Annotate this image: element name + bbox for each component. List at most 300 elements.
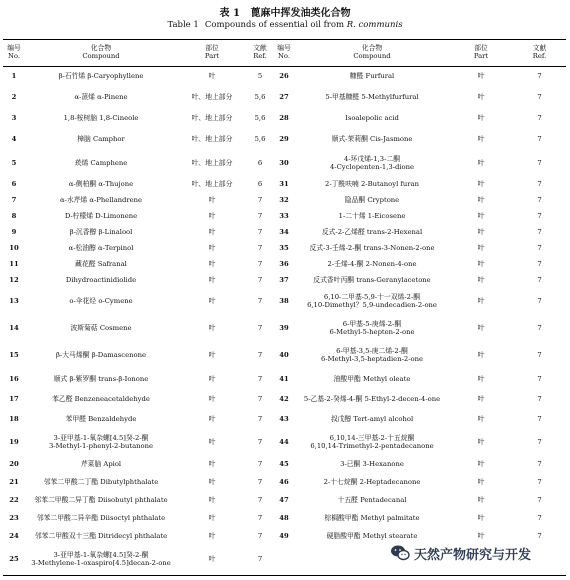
cell-ref [513, 273, 566, 289]
cell-part-text: 叶 [208, 259, 216, 268]
table-caption-en [0, 20, 570, 30]
cell-part [177, 67, 247, 88]
cell-compound-text: 3-Methylene-1-oxaspiro[4.5]decan-2-one [31, 559, 171, 568]
cell-compound-text: 糠醛 Furfural [349, 72, 395, 81]
cell-no-text: 19 [9, 437, 19, 446]
cell-part [449, 67, 513, 88]
cell-compound-text: 波斯菊萜 Cosmene [70, 324, 132, 333]
cell-ref [513, 343, 566, 370]
cell-no-text: 8 [11, 211, 17, 220]
cell-compound-text: α-水芹烯 α-Phellandrene [59, 195, 143, 204]
cell-part-text: 叶 [477, 135, 485, 144]
cell-compound-text: 硬脂酸甲酯 Methyl stearate [326, 531, 418, 540]
header-no: 编号 No. [7, 44, 21, 60]
cell-ref [247, 390, 273, 410]
cell-no [3, 225, 25, 241]
cell-no [3, 510, 25, 528]
cell-compound-text: 3-亚甲基-1-氧杂螺[4.5]癸-2-酮 [53, 551, 149, 560]
cell-no-text: 3 [11, 114, 17, 123]
cell-ref-text: 7 [537, 259, 542, 268]
cell-no [3, 88, 25, 109]
cell-no-text: 42 [279, 394, 289, 403]
cell-no-text: 2 [11, 93, 17, 102]
table-number-cn: 表 1 [219, 8, 240, 19]
cell-ref [247, 474, 273, 492]
cell-no [273, 316, 295, 343]
cell-compound [295, 209, 449, 225]
cell-compound-text: 6,10-二甲基-5,9-十一双烯-2-酮 [323, 293, 421, 302]
cell-compound [25, 109, 177, 130]
cell-compound-text: β-大马烯酮 β-Damascenone [56, 351, 146, 360]
cell-part [449, 430, 513, 456]
cell-ref-text: 7 [537, 135, 542, 144]
cell-part [449, 193, 513, 209]
cell-no-text: 18 [9, 414, 19, 423]
cell-ref-text: 7 [257, 195, 263, 204]
cell-ref [513, 390, 566, 410]
cell-part [177, 430, 247, 456]
header-ref: 文献 Ref. [253, 44, 267, 60]
cell-ref-text: 5,6 [254, 135, 266, 144]
cell-part-text: 叶 [208, 374, 216, 383]
header-part: 部位 Part [473, 44, 489, 60]
cell-part-text: 叶 [208, 72, 216, 81]
cell-compound [25, 273, 177, 289]
cell-compound-text: 叔戊醇 Tert-amyl alcohol [330, 414, 414, 423]
cell-ref-text: 7 [257, 324, 263, 333]
cell-no-text: 48 [279, 513, 289, 522]
cell-part-text: 叶 [477, 259, 485, 268]
cell-ref-text: 7 [257, 394, 263, 403]
cell-part-text: 叶 [477, 72, 485, 81]
cell-compound-text: 2-十七烷酮 2-Heptadecanone [323, 477, 421, 486]
cell-compound-text: D-柠檬烯 D-Limonene [64, 211, 138, 220]
cell-no [3, 193, 25, 209]
table-row [3, 241, 566, 257]
cell-ref-text: 7 [537, 275, 542, 284]
cell-compound-text: 2-丁酰呋喃 2-Butanoyl furan [325, 179, 419, 188]
cell-compound [25, 193, 177, 209]
cell-no [273, 474, 295, 492]
cell-ref [247, 257, 273, 273]
cell-compound-text: 4-Cyclopenten-1,3-dione [329, 162, 415, 171]
cell-part-text: 叶、地上部分 [191, 93, 233, 102]
cell-no-text: 30 [279, 158, 289, 167]
cell-part [177, 193, 247, 209]
cell-ref-text: 7 [257, 477, 263, 486]
cell-ref [513, 109, 566, 130]
cell-no-text: 49 [279, 531, 289, 540]
cell-part [177, 130, 247, 151]
cell-ref-text: 7 [537, 459, 542, 468]
cell-ref [513, 370, 566, 390]
cell-no-text: 37 [279, 275, 289, 284]
cell-no [273, 151, 295, 177]
cell-no-text: 14 [9, 324, 19, 333]
cell-part-text: 叶 [477, 324, 485, 333]
cell-part-text: 叶、地上部分 [191, 158, 233, 167]
cell-ref [247, 510, 273, 528]
cell-ref [513, 257, 566, 273]
cell-compound [295, 151, 449, 177]
cell-part [177, 88, 247, 109]
cell-compound-text: Isoalepolic acid [345, 114, 399, 123]
cell-compound [25, 546, 177, 576]
cell-no-text: 28 [279, 114, 289, 123]
table-body [3, 67, 566, 576]
cell-ref-text: 7 [257, 531, 263, 540]
table-row [3, 109, 566, 130]
cell-no [273, 343, 295, 370]
cell-part-text: 叶 [477, 297, 485, 306]
cell-compound-text: 5-乙基-2-癸烯-4-酮 5-Ethyl-2-decen-4-one [303, 394, 441, 403]
cell-compound-text: 邻苯二甲酸二丁酯 Dibutylphthalate [43, 477, 159, 486]
table-row [3, 430, 566, 456]
cell-compound [25, 474, 177, 492]
compounds-table [3, 39, 566, 576]
cell-ref-text: 7 [537, 243, 542, 252]
cell-part-text: 叶 [477, 211, 485, 220]
cell-part [177, 225, 247, 241]
cell-part [177, 273, 247, 289]
cell-part-text: 叶 [208, 394, 216, 403]
cell-compound-text: α-侧柏酮 α-Thujone [68, 179, 134, 188]
cell-part-text: 叶 [477, 93, 485, 102]
table-caption-cn [0, 4, 570, 19]
cell-part-text: 叶 [208, 227, 216, 236]
cell-no [273, 130, 295, 151]
cell-ref [513, 474, 566, 492]
cell-ref-text: 7 [257, 459, 263, 468]
table-row [3, 510, 566, 528]
cell-part-text: 叶 [477, 414, 485, 423]
cell-compound-text: 樟脑 Camphor [77, 135, 125, 144]
cell-part [449, 343, 513, 370]
cell-no-text: 31 [279, 179, 289, 188]
cell-no-text: 39 [279, 324, 289, 333]
cell-part [449, 241, 513, 257]
cell-no [273, 289, 295, 316]
cell-no [273, 430, 295, 456]
cell-ref-text: 7 [537, 114, 542, 123]
table-row [3, 193, 566, 209]
cell-ref [513, 225, 566, 241]
cell-compound-text: 6-Methyl-3,5-heptadien-2-one [321, 355, 423, 363]
cell-no [273, 390, 295, 410]
cell-ref-text: 7 [537, 179, 542, 188]
cell-ref-text: 7 [257, 437, 263, 446]
cell-part-text: 叶 [208, 437, 216, 446]
cell-compound [25, 343, 177, 370]
cell-compound [25, 241, 177, 257]
cell-compound-text: 藏花醛 Safranal [75, 259, 127, 268]
cell-no-text: 23 [9, 513, 19, 522]
cell-compound [295, 225, 449, 241]
cell-compound-text: 苯甲醛 Benzaldehyde [65, 414, 137, 423]
cell-ref-text: 7 [257, 555, 263, 564]
table-row [3, 474, 566, 492]
cell-ref-text: 7 [257, 275, 263, 284]
header-compound: 化合物 Compound [353, 44, 391, 60]
cell-ref [247, 430, 273, 456]
cell-compound [25, 492, 177, 510]
cell-no-text: 27 [279, 93, 289, 102]
cell-compound [295, 390, 449, 410]
cell-ref-text: 7 [537, 394, 542, 403]
cell-no-text: 45 [279, 459, 289, 468]
cell-no-text: 22 [9, 495, 19, 504]
cell-no-text: 6 [11, 179, 17, 188]
cell-ref-text: 7 [537, 158, 542, 167]
cell-ref [513, 410, 566, 430]
cell-ref [513, 456, 566, 474]
cell-part [449, 273, 513, 289]
cell-ref-text: 7 [257, 374, 263, 383]
cell-part-text: 叶 [477, 351, 485, 360]
cell-no-text: 17 [9, 394, 19, 403]
cell-compound [25, 370, 177, 390]
cell-part [177, 241, 247, 257]
cell-ref [247, 88, 273, 109]
cell-part [449, 109, 513, 130]
cell-part [449, 289, 513, 316]
cell-part-text: 叶 [477, 243, 485, 252]
cell-part-text: 叶 [208, 495, 216, 504]
cell-no-text: 13 [9, 297, 19, 306]
cell-ref [247, 273, 273, 289]
cell-no [3, 430, 25, 456]
cell-no-text: 21 [9, 477, 19, 486]
cell-part [177, 456, 247, 474]
table-row [3, 390, 566, 410]
cell-part [177, 474, 247, 492]
cell-no-text: 24 [9, 531, 19, 540]
cell-ref [513, 88, 566, 109]
cell-ref-text: 7 [537, 211, 542, 220]
cell-ref-text: 7 [537, 93, 542, 102]
cell-compound-text: 6-甲基-5-庚烯-2-酮 [342, 320, 402, 329]
cell-no [3, 316, 25, 343]
cell-no [273, 177, 295, 193]
cell-compound [295, 456, 449, 474]
cell-part [449, 225, 513, 241]
cell-compound [295, 410, 449, 430]
cell-no-text: 40 [279, 351, 289, 360]
cell-ref [247, 343, 273, 370]
cell-no [273, 456, 295, 474]
cell-ref [247, 492, 273, 510]
cell-compound [25, 67, 177, 88]
cell-part-text: 叶 [477, 459, 485, 468]
cell-ref [513, 209, 566, 225]
cell-part [449, 130, 513, 151]
cell-ref [513, 241, 566, 257]
table-header-row [3, 40, 566, 67]
cell-ref-text: 7 [537, 414, 542, 423]
table-row [3, 257, 566, 273]
header-compound: 化合物 Compound [82, 44, 120, 60]
cell-compound-text: 6-甲基-3,5-庚二烯-2-酮 [336, 347, 408, 356]
cell-compound-text: 反式香叶丙酮 trans-Geranylacetone [313, 275, 431, 284]
cell-part-text: 叶 [208, 459, 216, 468]
cell-no [273, 109, 295, 130]
cell-ref-text: 7 [537, 195, 542, 204]
cell-part-text: 叶 [208, 211, 216, 220]
cell-no [273, 410, 295, 430]
cell-no [273, 273, 295, 289]
cell-no-text: 46 [279, 477, 289, 486]
cell-compound-text: 邻苯二甲酸二异丁酯 Diisobutyl phthalate [34, 495, 168, 504]
cell-ref-text: 7 [257, 351, 263, 360]
cell-part [449, 390, 513, 410]
cell-compound-text: 顺式 β-紫罗酮 trans-β-Ionone [53, 374, 149, 383]
table-row [3, 88, 566, 109]
cell-part [177, 289, 247, 316]
cell-no [3, 492, 25, 510]
table-title-cn: 蓖麻中挥发油类化合物 [250, 8, 351, 19]
cell-no-text: 33 [279, 211, 289, 220]
cell-ref-text: 7 [257, 297, 263, 306]
table-row [3, 209, 566, 225]
cell-no-text: 5 [11, 158, 17, 167]
cell-no-text: 36 [279, 259, 289, 268]
cell-ref [513, 430, 566, 456]
cell-no [273, 241, 295, 257]
cell-compound [25, 456, 177, 474]
cell-ref [513, 177, 566, 193]
cell-part [177, 510, 247, 528]
cell-part-text: 叶、地上部分 [191, 135, 233, 144]
cell-compound [295, 67, 449, 88]
cell-ref-text: 7 [537, 227, 542, 236]
cell-ref [247, 370, 273, 390]
cell-part [449, 209, 513, 225]
cell-compound [295, 370, 449, 390]
table-row [3, 225, 566, 241]
cell-part-text: 叶、地上部分 [191, 114, 233, 123]
cell-compound-text: 1,8-桉树脑 1,8-Cineole [63, 114, 139, 123]
cell-ref [247, 289, 273, 316]
cell-ref-text: 5,6 [254, 114, 266, 123]
cell-no-text: 35 [279, 243, 289, 252]
cell-ref-text: 5 [257, 72, 263, 81]
cell-no-text: 11 [9, 259, 19, 268]
cell-no [3, 410, 25, 430]
cell-ref-text: 7 [257, 259, 263, 268]
cell-compound-text: 3-Methyl-1-phenyl-2-butanone [48, 441, 154, 450]
cell-part-text: 叶 [477, 374, 485, 383]
cell-no [3, 289, 25, 316]
cell-ref [247, 225, 273, 241]
cell-part [449, 88, 513, 109]
cell-compound [25, 528, 177, 546]
cell-part-text: 叶 [208, 513, 216, 522]
cell-part-text: 叶 [208, 351, 216, 360]
cell-part-text: 叶 [477, 477, 485, 486]
cell-no [3, 370, 25, 390]
cell-no-text: 1 [11, 72, 17, 81]
cell-compound-text: o-伞花烃 o-Cymene [69, 297, 133, 306]
cell-ref [513, 130, 566, 151]
cell-compound [295, 343, 449, 370]
cell-part [449, 177, 513, 193]
cell-compound-text: 6-Methyl-5-hepten-2-one [329, 328, 415, 336]
cell-ref-text: 7 [537, 72, 542, 81]
cell-compound [295, 241, 449, 257]
cell-compound-text: 6,10,14-三甲基-2-十五烷酮 [329, 433, 415, 442]
cell-ref-text: 7 [537, 437, 542, 446]
cell-no [273, 257, 295, 273]
cell-no [3, 130, 25, 151]
cell-part-text: 叶 [208, 195, 216, 204]
cell-part [449, 456, 513, 474]
cell-compound-text: 3-亚甲基-1-氧杂螺[4.5]癸-2-酮 [53, 433, 149, 442]
table-row [3, 370, 566, 390]
cell-compound [25, 390, 177, 410]
cell-no [273, 193, 295, 209]
cell-no [3, 546, 25, 576]
cell-compound [295, 273, 449, 289]
cell-no [3, 390, 25, 410]
cell-no [273, 510, 295, 528]
cell-no-text: 43 [279, 414, 289, 423]
cell-no [3, 209, 25, 225]
cell-compound-text: 莰烯 Camphene [74, 158, 128, 167]
cell-no [3, 177, 25, 193]
cell-ref [247, 456, 273, 474]
watermark-text: 天然产物研究与开发 [414, 547, 532, 563]
cell-no-text: 38 [279, 297, 289, 306]
table-row [3, 130, 566, 151]
header-ref: 文献 Ref. [532, 44, 547, 60]
cell-compound [25, 88, 177, 109]
cell-compound [25, 130, 177, 151]
cell-part [177, 109, 247, 130]
cell-no [273, 88, 295, 109]
table-title-en: Compounds of essential oil from [204, 20, 345, 30]
cell-ref [513, 67, 566, 88]
table-number-en: Table 1 [167, 20, 199, 30]
cell-ref [513, 316, 566, 343]
cell-part [449, 510, 513, 528]
cell-ref-text: 7 [537, 324, 542, 333]
cell-ref-text: 7 [257, 243, 263, 252]
cell-part-text: 叶 [208, 243, 216, 252]
table-row [3, 492, 566, 510]
cell-ref-text: 7 [537, 531, 542, 540]
cell-ref-text: 7 [257, 211, 263, 220]
cell-no-text: 25 [9, 555, 19, 564]
cell-part [177, 316, 247, 343]
cell-ref [247, 109, 273, 130]
cell-part [449, 370, 513, 390]
cell-no-text: 15 [9, 351, 19, 360]
cell-ref [247, 209, 273, 225]
header-part: 部位 Part [204, 44, 220, 60]
cell-compound [295, 177, 449, 193]
cell-no [3, 273, 25, 289]
cell-compound-text: 棕榈酸甲酯 Methyl palmitate [324, 513, 420, 522]
cell-compound [295, 510, 449, 528]
cell-ref [247, 241, 273, 257]
cell-ref [247, 193, 273, 209]
table-row [3, 316, 566, 343]
cell-ref [247, 177, 273, 193]
cell-ref-text: 7 [257, 495, 263, 504]
table-row [3, 456, 566, 474]
cell-part [449, 151, 513, 177]
cell-ref [247, 151, 273, 177]
